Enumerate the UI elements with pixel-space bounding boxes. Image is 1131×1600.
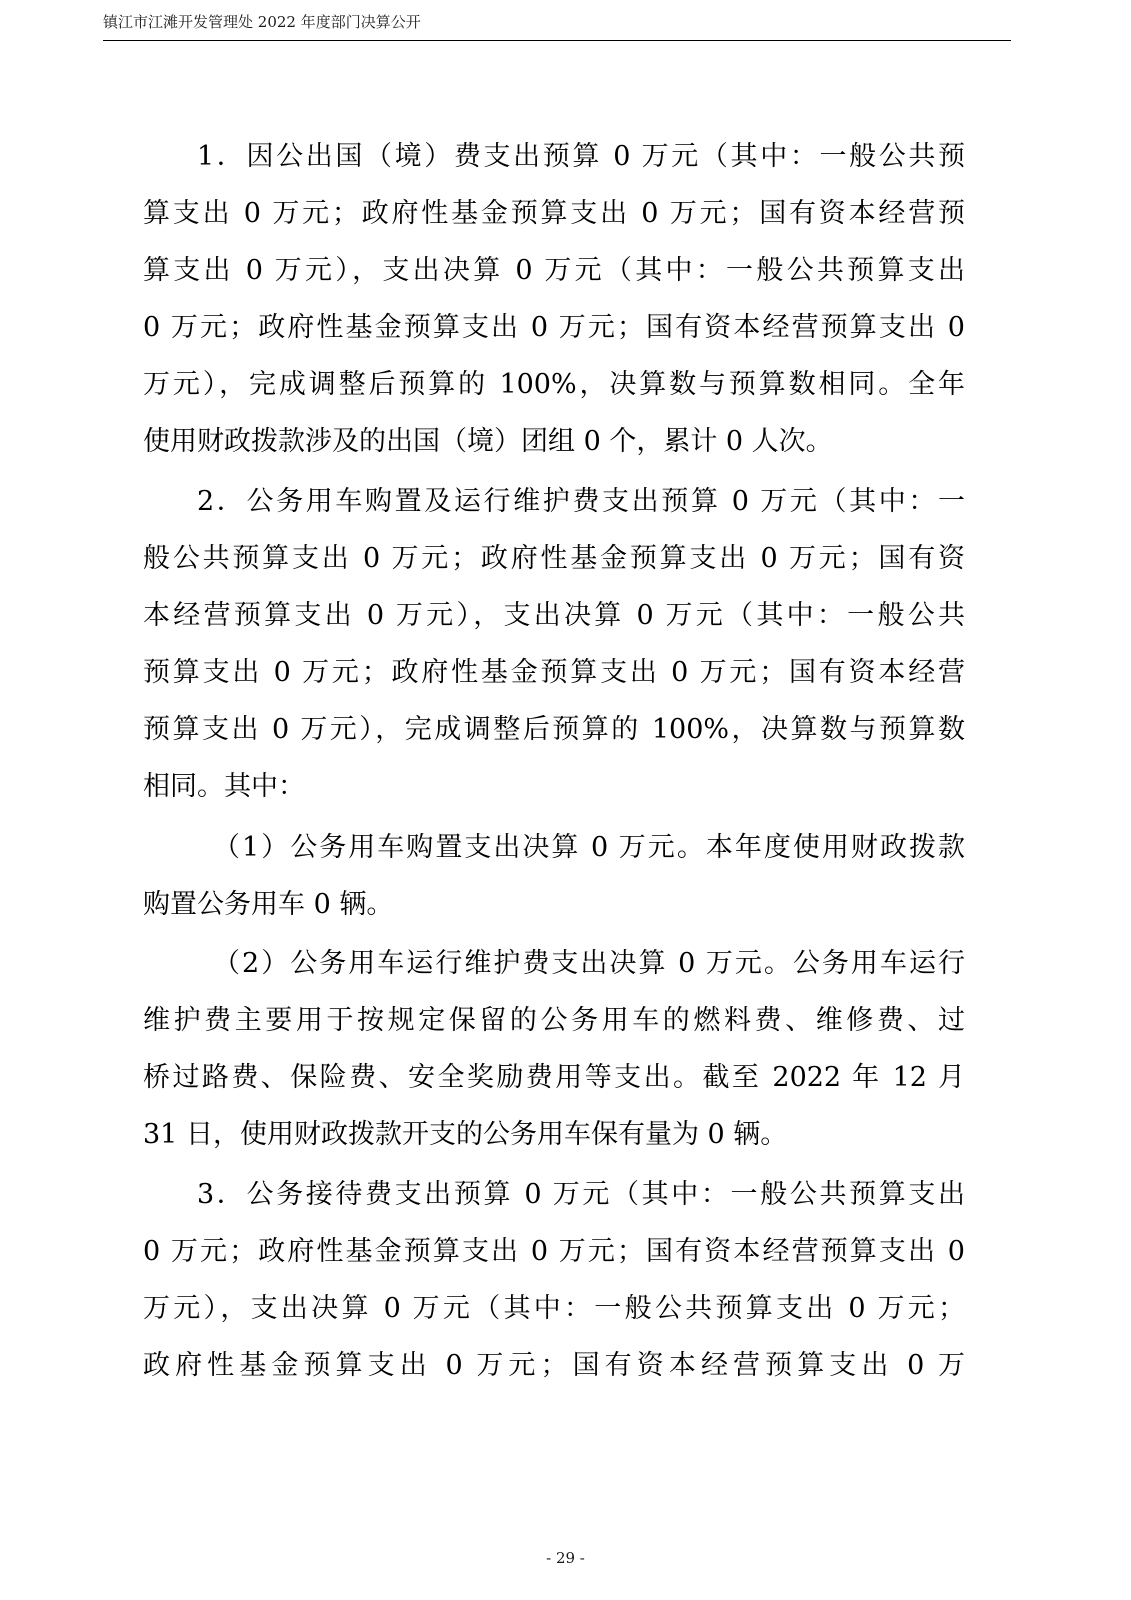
paragraph-line: 万元），完成调整后预算的 100%，决算数与预算数相同。全年 [143, 369, 965, 400]
paragraph-line: 万元），支出决算 0 万元（其中：一般公共预算支出 0 万元； [143, 1293, 965, 1324]
page-header-title: 镇江市江滩开发管理处 2022 年度部门决算公开 [103, 13, 421, 31]
paragraph-line: 般公共预算支出 0 万元；政府性基金预算支出 0 万元；国有资 [143, 543, 965, 574]
paragraph-line: 0 万元；政府性基金预算支出 0 万元；国有资本经营预算支出 0 [143, 1236, 965, 1267]
header-divider [103, 40, 1011, 41]
paragraph-line: 算支出 0 万元；政府性基金预算支出 0 万元；国有资本经营预 [143, 198, 965, 229]
paragraph-line: 0 万元；政府性基金预算支出 0 万元；国有资本经营预算支出 0 [143, 312, 965, 343]
paragraph-line: 本经营预算支出 0 万元），支出决算 0 万元（其中：一般公共 [143, 600, 965, 631]
page-number: - 29 - [546, 1549, 585, 1567]
paragraph-line: 31 日，使用财政拨款开支的公务用车保有量为 0 辆。 [143, 1119, 788, 1150]
paragraph-line: 使用财政拨款涉及的出国（境）团组 0 个，累计 0 人次。 [143, 426, 833, 457]
paragraph-line: 购置公务用车 0 辆。 [143, 889, 394, 920]
paragraph-line: 相同。其中： [143, 771, 305, 802]
paragraph-line: 1．因公出国（境）费支出预算 0 万元（其中：一般公共预 [197, 141, 965, 172]
paragraph-line: 预算支出 0 万元；政府性基金预算支出 0 万元；国有资本经营 [143, 657, 965, 688]
paragraph-line: 桥过路费、保险费、安全奖励费用等支出。截至 2022 年 12 月 [143, 1062, 965, 1093]
paragraph-line: 算支出 0 万元），支出决算 0 万元（其中：一般公共预算支出 [143, 255, 965, 286]
paragraph-line: （1）公务用车购置支出决算 0 万元。本年度使用财政拨款 [213, 832, 965, 863]
paragraph-line: 政府性基金预算支出 0 万元；国有资本经营预算支出 0 万 [143, 1350, 965, 1381]
paragraph-line: 2．公务用车购置及运行维护费支出预算 0 万元（其中：一 [197, 486, 965, 517]
paragraph-line: 预算支出 0 万元），完成调整后预算的 100%，决算数与预算数 [143, 714, 965, 745]
paragraph-line: 维护费主要用于按规定保留的公务用车的燃料费、维修费、过 [143, 1005, 965, 1036]
paragraph-line: （2）公务用车运行维护费支出决算 0 万元。公务用车运行 [213, 948, 965, 979]
paragraph-line: 3．公务接待费支出预算 0 万元（其中：一般公共预算支出 [197, 1179, 965, 1210]
